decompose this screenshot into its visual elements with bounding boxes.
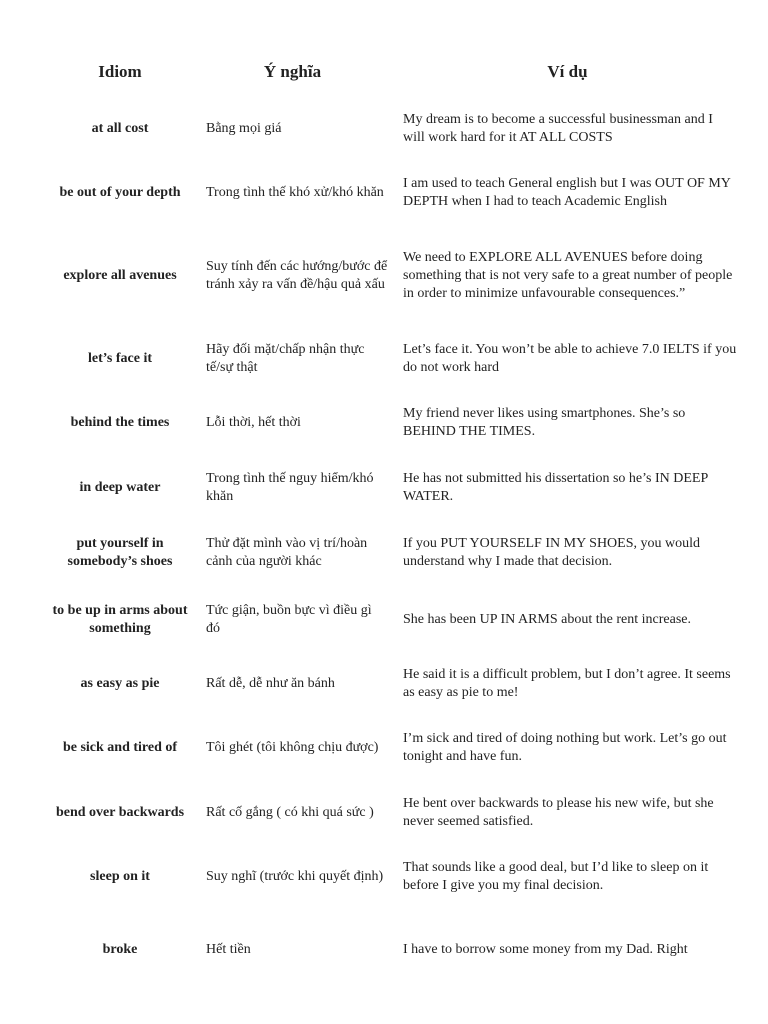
- meaning-cell: Hãy đối mặt/chấp nhận thực tế/sự thật: [206, 342, 365, 375]
- idiom-cell: explore all avenues: [63, 268, 177, 283]
- meaning-cell: Lỗi thời, hết thời: [206, 415, 301, 430]
- table-row: [0, 463, 768, 513]
- idiom-cell: sleep on it: [90, 869, 150, 884]
- meaning-cell: Tôi ghét (tôi không chịu được): [206, 740, 379, 755]
- meaning-cell: Bằng mọi giá: [206, 121, 282, 136]
- idiom-cell: behind the times: [70, 415, 170, 430]
- idiom-cell: put yourself in somebody’s shoes: [67, 536, 173, 569]
- table-row: [0, 398, 768, 448]
- example-cell: He has not submitted his dissertation so he’s IN DEEP WATER.: [403, 471, 708, 504]
- header-meaning: Ý nghĩa: [263, 62, 322, 81]
- header-idiom: Idiom: [98, 62, 142, 81]
- table-row: [0, 104, 768, 154]
- table-row: [0, 595, 768, 645]
- meaning-cell: Trong tình thế khó xử/khó khăn: [206, 185, 384, 200]
- meaning-cell: Rất cố gắng ( có khi quá sức ): [206, 805, 374, 820]
- table-row: [0, 528, 768, 578]
- idiom-cell: as easy as pie: [80, 676, 160, 691]
- idiom-cell: broke: [102, 942, 138, 957]
- idiom-cell: at all cost: [91, 121, 149, 136]
- header-example: Ví dụ: [547, 62, 588, 81]
- meaning-cell: Suy nghĩ (trước khi quyết định): [206, 869, 384, 884]
- idiom-cell: let’s face it: [88, 351, 152, 366]
- idiom-cell: to be up in arms about something: [52, 603, 188, 636]
- table-row: [0, 932, 768, 968]
- table-row: [0, 659, 768, 709]
- meaning-cell: Rất dễ, dễ như ăn bánh: [206, 676, 335, 691]
- table-row: [0, 168, 768, 218]
- table-row: [0, 723, 768, 773]
- idiom-cell: in deep water: [79, 480, 161, 495]
- example-cell: If you PUT YOURSELF IN MY SHOES, you would understand why I made that decision.: [403, 536, 701, 569]
- example-cell: That sounds like a good deal, but I’d like to sleep on it before I give you my final decision.: [403, 860, 709, 893]
- example-cell: My friend never likes using smartphones. She’s so BEHIND THE TIMES.: [403, 406, 686, 439]
- example-cell: I am used to teach General english but I was OUT OF MY DEPTH when I had to teach Academic English: [403, 176, 731, 209]
- table-row: [0, 852, 768, 902]
- table-row: [0, 334, 768, 384]
- table-row: [0, 236, 768, 316]
- table-row: [0, 788, 768, 838]
- idiom-cell: be out of your depth: [59, 185, 181, 200]
- idiom-cell: bend over backwards: [55, 805, 185, 820]
- meaning-cell: Suy tính đến các hướng/bước để tránh xảy ra vấn đề/hậu quả xấu: [206, 259, 388, 292]
- example-cell: He said it is a difficult problem, but I don’t agree. It seems as easy as pie to me!: [403, 667, 731, 700]
- meaning-cell: Trong tình thế nguy hiểm/khó khăn: [206, 471, 374, 504]
- meaning-cell: Thử đặt mình vào vị trí/hoàn cảnh của người khác: [206, 536, 368, 569]
- example-cell: He bent over backwards to please his new wife, but she never seemed satisfied.: [403, 796, 714, 829]
- example-cell: My dream is to become a successful businessman and I will work hard for it AT ALL COSTS: [403, 112, 713, 145]
- meaning-cell: Hết tiền: [206, 942, 251, 957]
- meaning-cell: Tức giận, buồn bực vì điều gì đó: [206, 603, 372, 636]
- example-cell: I have to borrow some money from my Dad. Right: [403, 942, 688, 957]
- example-cell: Let’s face it. You won’t be able to achieve 7.0 IELTS if you do not work hard: [403, 342, 737, 375]
- idiom-cell: be sick and tired of: [62, 740, 178, 755]
- example-cell: She has been UP IN ARMS about the rent increase.: [403, 612, 691, 627]
- example-cell: I’m sick and tired of doing nothing but work. Let’s go out tonight and have fun.: [403, 731, 727, 764]
- example-cell: We need to EXPLORE ALL AVENUES before doing something that is not very safe to a great number of people in order to minimize unfavourable consequences.”: [403, 250, 733, 301]
